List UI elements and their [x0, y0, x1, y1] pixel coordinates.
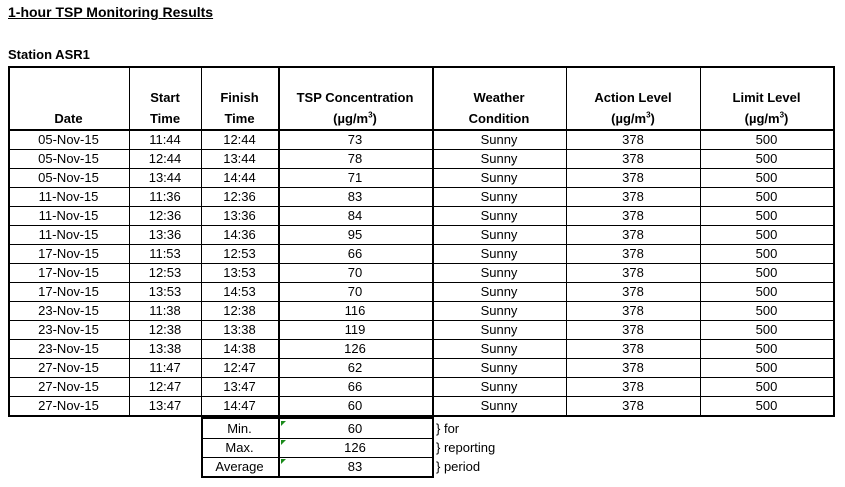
cell-action: 378 — [622, 189, 644, 204]
cell-weather: Sunny — [480, 303, 518, 318]
cell-finish: 14:36 — [223, 227, 256, 242]
green-indicator-icon — [281, 421, 286, 426]
row-divider — [8, 339, 833, 340]
summary-column-divider — [432, 417, 434, 478]
cell-finish: 12:44 — [223, 132, 256, 147]
header-finish-line2: Time — [224, 111, 255, 126]
summary-label-average: Average — [215, 459, 264, 474]
cell-date: 27-Nov-15 — [38, 379, 99, 394]
cell-weather: Sunny — [480, 379, 518, 394]
cell-action: 378 — [622, 151, 644, 166]
header-action-line2: $(\mu g/m^3)$ — [611, 110, 655, 126]
cell-tsp: 83 — [347, 189, 363, 204]
cell-action: 378 — [622, 170, 644, 185]
cell-action: 378 — [622, 398, 644, 413]
header-limit-line2: $(\mu g/m^3)$ — [744, 110, 789, 126]
cell-start: 11:38 — [149, 303, 181, 318]
cell-action: 378 — [622, 208, 644, 223]
summary-label-max: Max. — [225, 440, 254, 455]
cell-weather: Sunny — [480, 398, 518, 413]
summary-value: 83 — [347, 459, 363, 474]
superscript-3: 3 — [646, 110, 651, 120]
table-top-border — [8, 66, 835, 68]
cell-date: 11-Nov-15 — [38, 189, 99, 204]
row-divider — [8, 301, 833, 302]
summary-divider — [201, 457, 432, 458]
cell-limit: 500 — [755, 265, 778, 280]
row-divider — [8, 282, 833, 283]
summary-note: } period — [436, 459, 481, 474]
summary-label-min: Min. — [227, 421, 252, 436]
row-divider — [8, 206, 833, 207]
column-divider — [8, 66, 10, 417]
cell-limit: 500 — [755, 227, 778, 242]
row-divider — [8, 168, 833, 169]
cell-tsp: 66 — [347, 379, 363, 394]
cell-limit: 500 — [755, 322, 778, 337]
cell-limit: 500 — [755, 151, 778, 166]
header-start-line2: Time — [149, 111, 181, 126]
header-weather-line1: Weather — [473, 90, 525, 105]
cell-finish: 12:47 — [223, 360, 256, 375]
row-divider — [8, 320, 833, 321]
cell-weather: Sunny — [480, 341, 518, 356]
column-divider — [129, 66, 130, 417]
cell-weather: Sunny — [480, 246, 518, 261]
cell-tsp: 70 — [347, 284, 363, 299]
cell-weather: Sunny — [480, 170, 518, 185]
cell-start: 11:47 — [149, 360, 181, 375]
cell-tsp: 71 — [347, 170, 363, 185]
cell-weather: Sunny — [480, 132, 518, 147]
cell-limit: 500 — [755, 132, 778, 147]
cell-date: 17-Nov-15 — [38, 265, 99, 280]
cell-action: 378 — [622, 303, 644, 318]
cell-limit: 500 — [755, 398, 778, 413]
summary-bottom-border — [201, 476, 434, 478]
cell-start: 13:47 — [148, 398, 182, 413]
cell-tsp: 84 — [347, 208, 363, 223]
cell-weather: Sunny — [480, 360, 518, 375]
cell-date: 05-Nov-15 — [38, 151, 99, 166]
column-divider — [566, 66, 567, 417]
header-start-line1: Start — [150, 90, 180, 105]
summary-value: 126 — [344, 440, 366, 455]
cell-finish: 13:47 — [223, 379, 256, 394]
cell-action: 378 — [622, 132, 644, 147]
header-action-line1: Action Level — [594, 90, 672, 105]
row-divider — [8, 149, 833, 150]
cell-action: 378 — [622, 341, 644, 356]
cell-finish: 12:53 — [223, 246, 256, 261]
cell-weather: Sunny — [480, 208, 518, 223]
cell-finish: 12:38 — [223, 303, 256, 318]
row-divider — [8, 263, 833, 264]
cell-finish: 14:53 — [223, 284, 256, 299]
cell-tsp: 78 — [347, 151, 363, 166]
cell-date: 05-Nov-15 — [38, 132, 99, 147]
column-divider — [432, 66, 434, 417]
row-divider — [8, 244, 833, 245]
cell-start: 13:38 — [148, 341, 182, 356]
cell-date: 05-Nov-15 — [38, 170, 99, 185]
cell-limit: 500 — [755, 360, 778, 375]
summary-top-border — [201, 417, 434, 419]
superscript-3: 3 — [779, 110, 785, 120]
cell-weather: Sunny — [480, 189, 518, 204]
summary-note: } reporting — [436, 440, 496, 455]
header-limit-line1: Limit Level — [732, 90, 801, 105]
cell-limit: 500 — [755, 303, 778, 318]
cell-start: 12:44 — [148, 151, 182, 166]
cell-date: 23-Nov-15 — [38, 303, 99, 318]
cell-finish: 13:36 — [223, 208, 256, 223]
row-divider — [8, 396, 833, 397]
cell-date: 11-Nov-15 — [38, 208, 99, 223]
header-finish-line1: Finish — [220, 90, 259, 105]
cell-tsp: 126 — [344, 341, 366, 356]
summary-column-divider — [201, 417, 203, 478]
summary-column-divider — [278, 417, 280, 478]
header-weather-line2: Condition — [468, 111, 530, 126]
summary-value: 60 — [347, 421, 363, 436]
cell-action: 378 — [622, 322, 644, 337]
cell-tsp: 119 — [344, 322, 366, 337]
cell-start: 13:53 — [148, 284, 182, 299]
cell-limit: 500 — [755, 246, 778, 261]
summary-note: } for — [436, 421, 460, 436]
cell-start: 11:36 — [149, 189, 181, 204]
cell-start: 13:44 — [148, 170, 182, 185]
cell-weather: Sunny — [480, 151, 518, 166]
cell-limit: 500 — [755, 170, 778, 185]
cell-tsp: 116 — [344, 303, 366, 318]
cell-action: 378 — [622, 284, 644, 299]
cell-start: 12:53 — [148, 265, 182, 280]
header-bottom-border — [8, 129, 835, 131]
cell-finish: 12:36 — [223, 189, 256, 204]
cell-limit: 500 — [755, 341, 778, 356]
cell-weather: Sunny — [480, 284, 518, 299]
cell-date: 23-Nov-15 — [38, 322, 99, 337]
cell-finish: 13:38 — [223, 322, 256, 337]
column-divider — [700, 66, 701, 417]
row-divider — [8, 358, 833, 359]
cell-limit: 500 — [755, 379, 778, 394]
header-date-line2: Date — [54, 111, 83, 126]
cell-action: 378 — [622, 227, 644, 242]
cell-date: 27-Nov-15 — [38, 398, 99, 413]
cell-start: 12:47 — [148, 379, 182, 394]
green-indicator-icon — [281, 440, 286, 445]
report-title: 1-hour TSP Monitoring Results — [8, 4, 214, 20]
cell-finish: 13:53 — [223, 265, 256, 280]
column-divider — [278, 66, 280, 417]
superscript-3: 3 — [368, 110, 373, 120]
green-indicator-icon — [281, 459, 286, 464]
row-divider — [8, 377, 833, 378]
cell-tsp: 62 — [347, 360, 363, 375]
cell-finish: 13:44 — [223, 151, 256, 166]
station-label: Station ASR1 — [8, 47, 90, 62]
cell-date: 17-Nov-15 — [38, 246, 99, 261]
cell-tsp: 73 — [347, 132, 363, 147]
cell-weather: Sunny — [480, 265, 518, 280]
cell-weather: Sunny — [480, 322, 518, 337]
header-tsp-line1: TSP Concentration — [296, 90, 414, 105]
row-divider — [8, 187, 833, 188]
cell-tsp: 95 — [347, 227, 363, 242]
cell-action: 378 — [622, 379, 644, 394]
column-divider — [833, 66, 835, 417]
cell-limit: 500 — [755, 208, 778, 223]
cell-tsp: 66 — [347, 246, 363, 261]
cell-action: 378 — [622, 246, 644, 261]
cell-weather: Sunny — [480, 227, 518, 242]
cell-tsp: 60 — [347, 398, 363, 413]
cell-limit: 500 — [755, 284, 778, 299]
cell-start: 12:36 — [148, 208, 182, 223]
summary-divider — [201, 438, 432, 439]
cell-date: 11-Nov-15 — [38, 227, 99, 242]
cell-action: 378 — [622, 265, 644, 280]
cell-action: 378 — [622, 360, 644, 375]
cell-finish: 14:38 — [223, 341, 256, 356]
cell-start: 12:38 — [148, 322, 182, 337]
cell-date: 27-Nov-15 — [38, 360, 99, 375]
cell-start: 11:53 — [149, 246, 181, 261]
cell-finish: 14:47 — [223, 398, 256, 413]
column-divider — [201, 66, 202, 417]
cell-date: 23-Nov-15 — [38, 341, 99, 356]
cell-limit: 500 — [755, 189, 778, 204]
row-divider — [8, 225, 833, 226]
cell-finish: 14:44 — [223, 170, 256, 185]
cell-tsp: 70 — [347, 265, 363, 280]
header-tsp-line2: $(\mu g/m^3)$ — [333, 110, 377, 126]
cell-start: 13:36 — [148, 227, 182, 242]
cell-start: 11:44 — [149, 132, 181, 147]
cell-date: 17-Nov-15 — [38, 284, 99, 299]
